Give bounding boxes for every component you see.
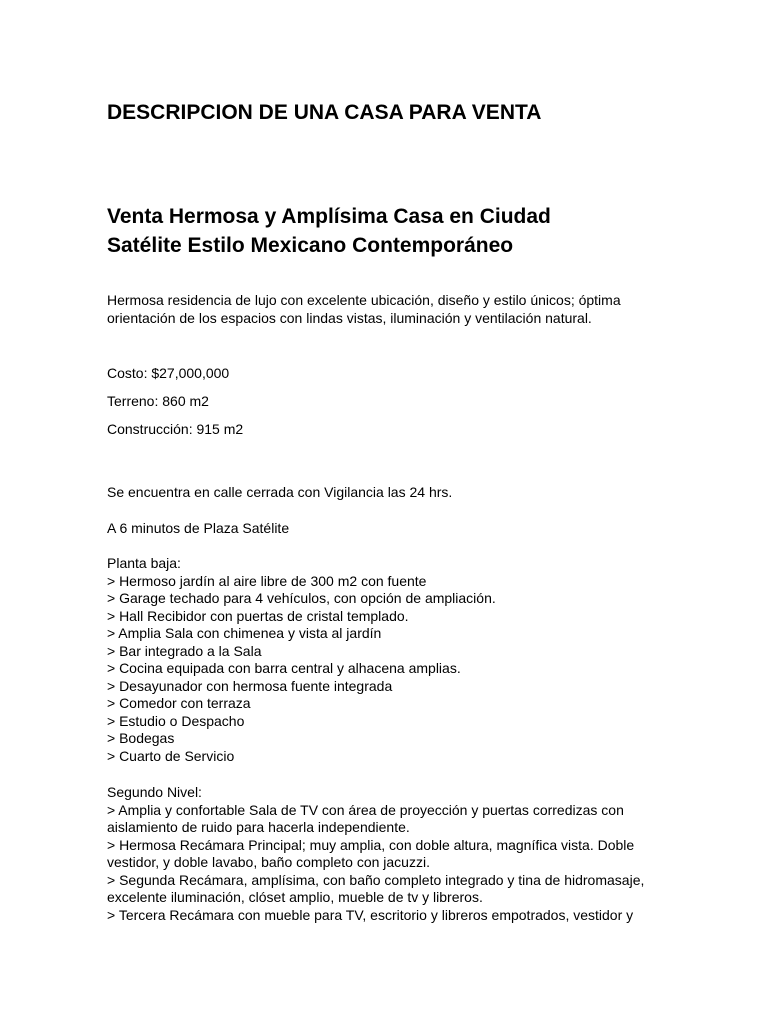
- list-item: > Desayunador con hermosa fuente integrada: [107, 677, 393, 694]
- second-floor-heading: Segundo Nivel:: [107, 784, 202, 800]
- location-line: A 6 minutos de Plaza Satélite: [107, 520, 290, 536]
- price-line: Costo: $27,000,000: [107, 365, 230, 381]
- list-item: [107, 872, 644, 907]
- list-item: > Hall Recibidor con puertas de cristal templado.: [107, 607, 409, 624]
- document-title: DESCRIPCION DE UNA CASA PARA VENTA: [107, 101, 542, 124]
- ground-floor-heading: Planta baja:: [107, 555, 181, 571]
- list-item: > Garage techado para 4 vehículos, con opción de ampliación.: [107, 590, 496, 606]
- ground-floor-section: [107, 555, 496, 765]
- list-item: > Bodegas: [107, 730, 175, 746]
- second-floor-section: [107, 784, 644, 924]
- land-area-line: Terreno: 860 m2: [107, 393, 209, 409]
- subtitle-line: Venta Hermosa y Amplísima Casa en Ciudad: [107, 205, 551, 228]
- second-floor-list: [107, 802, 644, 925]
- list-item-line: vestidor, y doble lavabo, baño completo con jacuzzi.: [107, 854, 430, 870]
- list-item: > Comedor con terraza: [107, 695, 251, 711]
- list-item: [107, 837, 644, 872]
- list-item-line: > Hermosa Recámara Principal; muy amplia, con doble altura, magnífica vista. Doble: [107, 836, 635, 853]
- list-item: > Amplia Sala con chimenea y vista al jardín: [107, 625, 382, 641]
- intro-line: orientación de los espacios con lindas vistas, iluminación y ventilación natural.: [107, 309, 592, 326]
- list-item-line: excelente iluminación, clóset amplio, mueble de tv y libreros.: [107, 889, 483, 905]
- list-item: > Cuarto de Servicio: [107, 747, 235, 764]
- intro-paragraph: [107, 292, 621, 327]
- security-line: Se encuentra en calle cerrada con Vigilancia las 24 hrs.: [107, 484, 453, 500]
- ground-floor-list: [107, 573, 496, 766]
- list-item-line: > Amplia y confortable Sala de TV con área de proyección y puertas corredizas con: [107, 801, 624, 818]
- construction-area-line: Construcción: 915 m2: [107, 421, 244, 437]
- list-item: > Hermoso jardín al aire libre de 300 m2 con fuente: [107, 572, 427, 589]
- listing-subtitle: [107, 202, 667, 260]
- list-item-line: aislamiento de ruido para hacerla independiente.: [107, 819, 410, 835]
- list-item: > Estudio o Despacho: [107, 712, 245, 729]
- list-item-line: > Tercera Recámara con mueble para TV, escritorio y libreros empotrados, vestidor y: [107, 906, 634, 923]
- list-item: > Bar integrado a la Sala: [107, 642, 262, 659]
- list-item-line: > Segunda Recámara, amplísima, con baño completo integrado y tina de hidromasaje,: [107, 871, 645, 888]
- subtitle-line: Satélite Estilo Mexicano Contemporáneo: [107, 234, 514, 257]
- list-item: [107, 802, 644, 837]
- list-item: [107, 907, 644, 925]
- list-item: > Cocina equipada con barra central y alhacena amplias.: [107, 660, 461, 676]
- intro-line: Hermosa residencia de lujo con excelente ubicación, diseño y estilo únicos; óptima: [107, 292, 621, 308]
